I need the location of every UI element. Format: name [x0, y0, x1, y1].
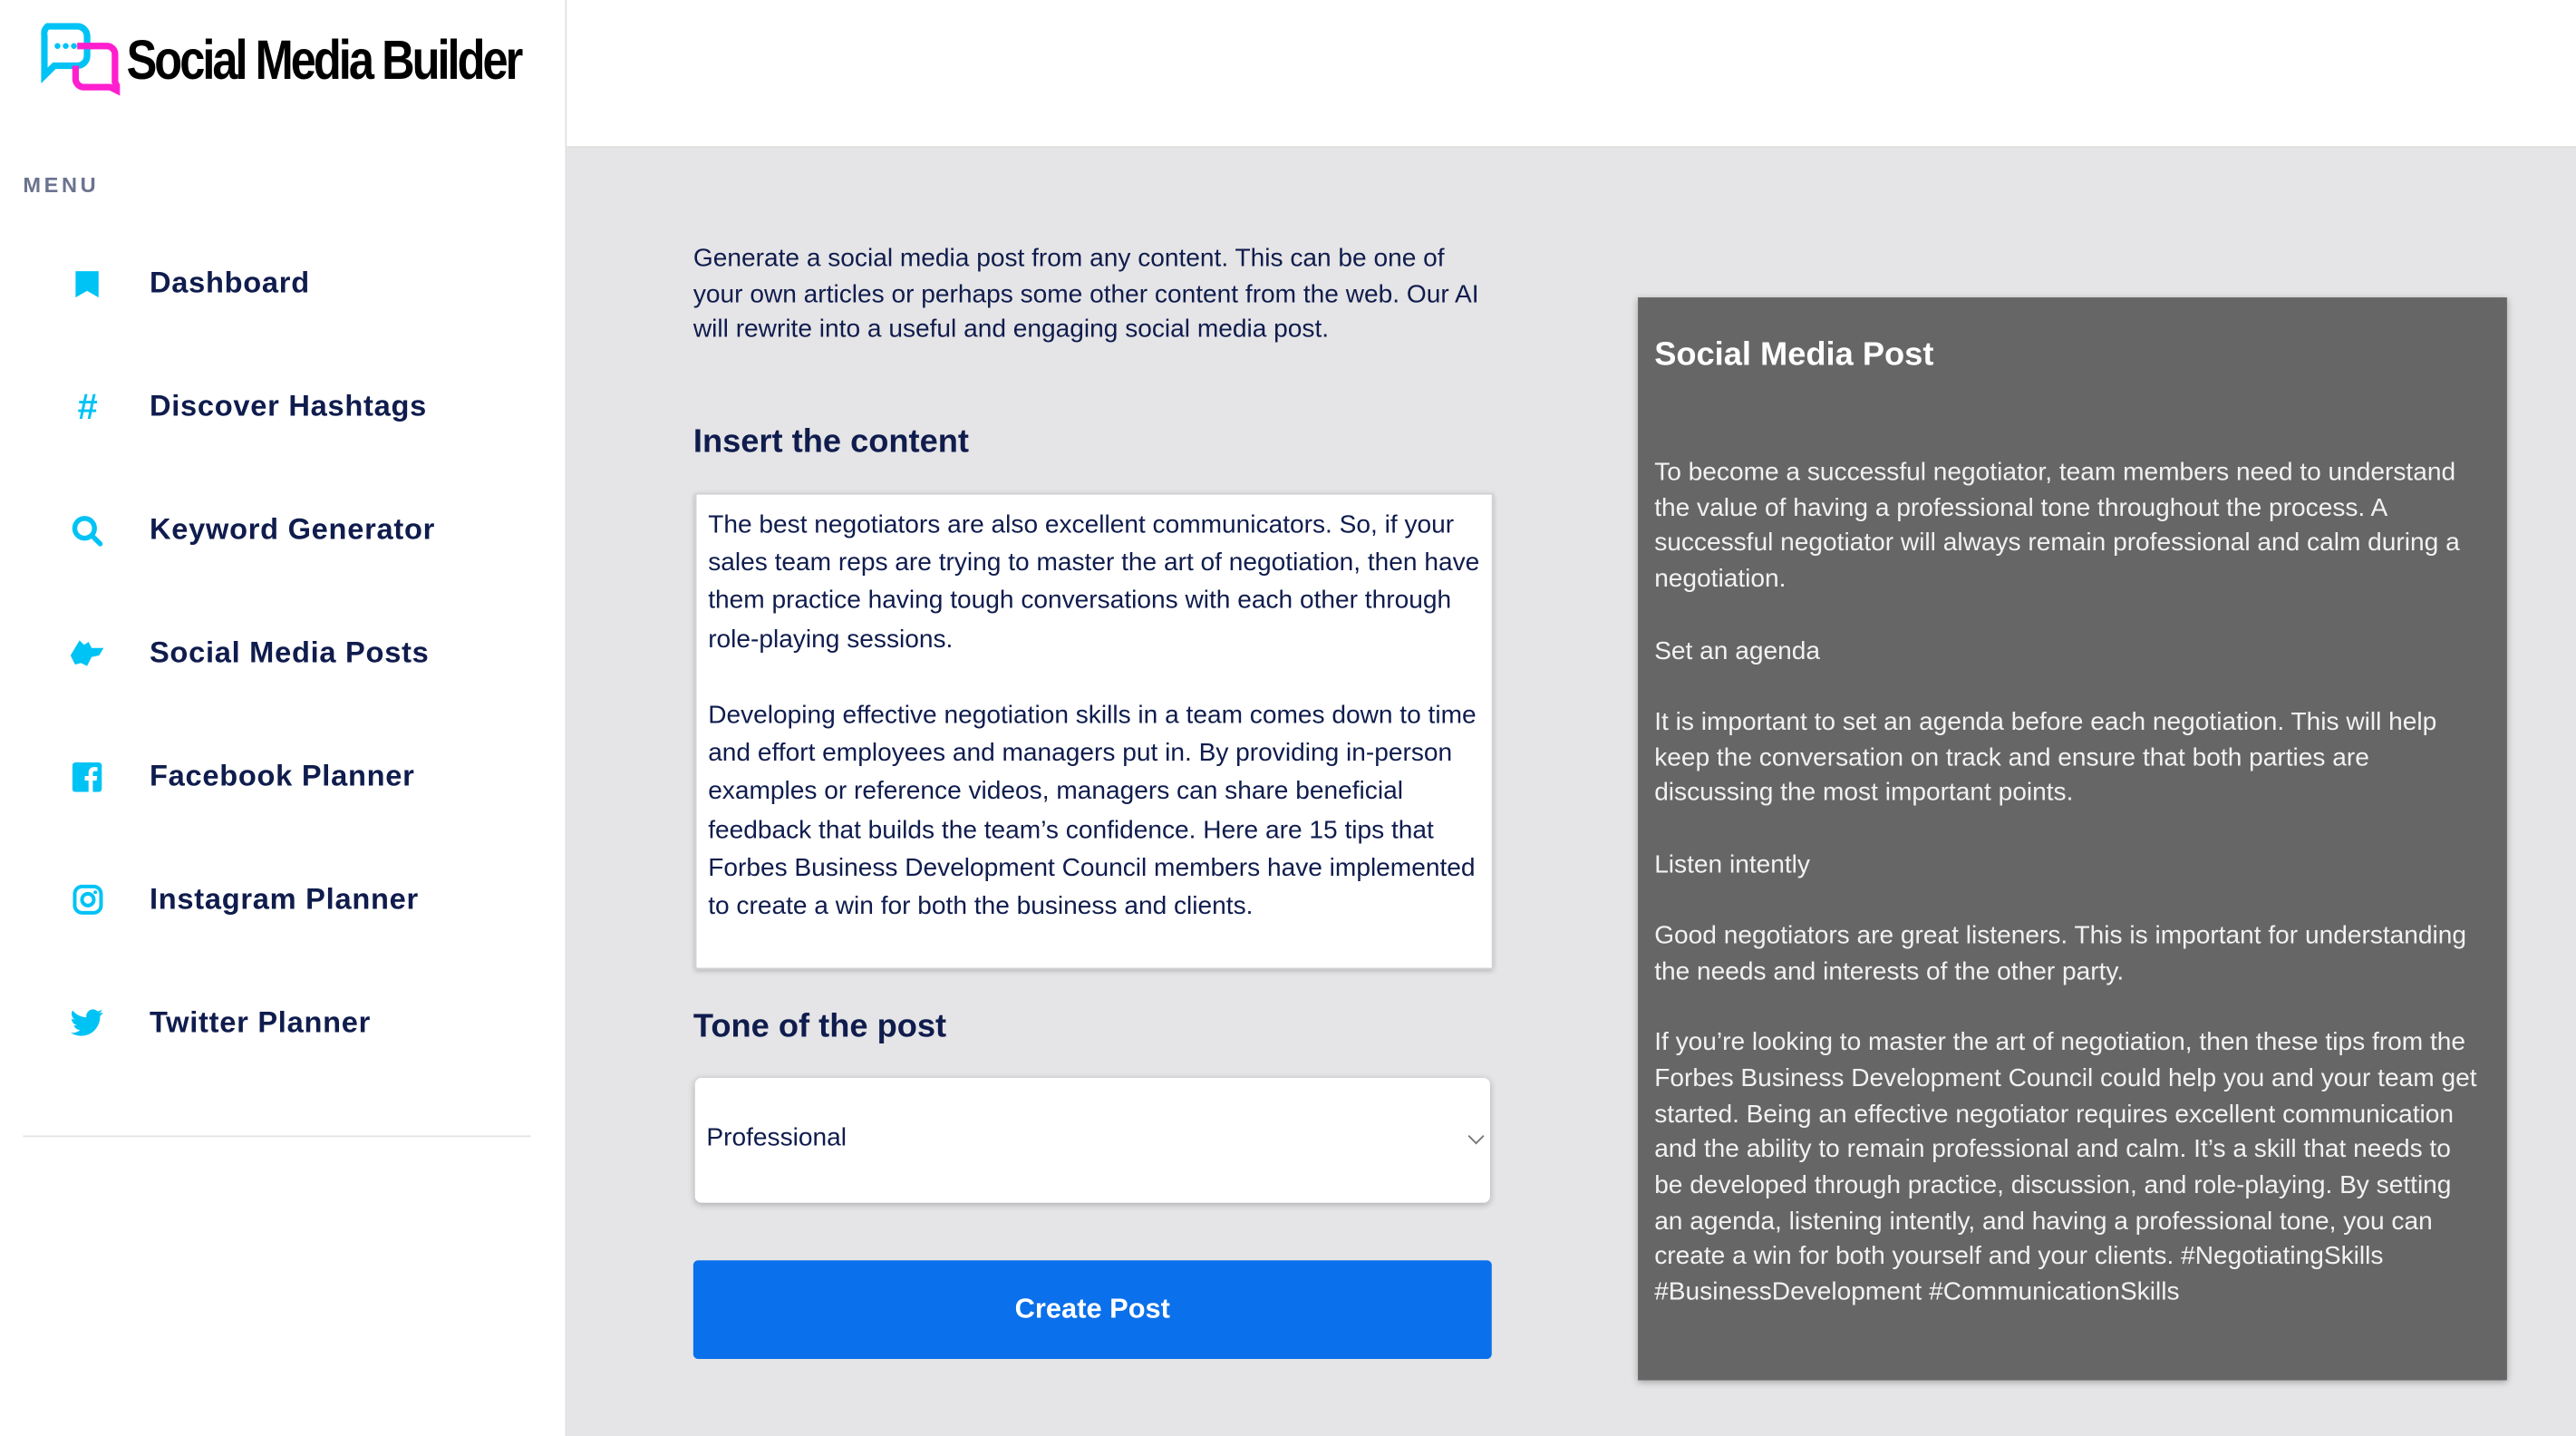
generated-post — [1654, 455, 2484, 1346]
logo[interactable] — [41, 23, 606, 98]
twitter-icon — [69, 1004, 105, 1041]
hashtag-icon: # — [76, 385, 98, 427]
sidebar-item-label: Discover Hashtags — [149, 389, 428, 422]
sidebar — [0, 0, 567, 1436]
sidebar-item-dashboard[interactable] — [0, 222, 566, 345]
sidebar-item-label: Twitter Planner — [149, 1005, 372, 1039]
content-textarea[interactable]: The best negotiators are also excellent communicators. So, if your sales team reps are trying to master the art of negotiation, then have them practice having tough conversations with each other through role-playing sessions. Developing effective negotiation skills in a team comes down to time and effort employees and managers put in. By providing in-person examples or reference videos, managers can share beneficial feedback that builds the team’s confidence. Here are 15 tips that Forbes Business Development Council members have implemented to create a win for both the business and clients. — [695, 493, 1494, 970]
chevron-down-icon — [1468, 1128, 1485, 1144]
tone-heading: Tone of the post — [692, 1008, 947, 1045]
panel-title: Social Media Post — [1654, 336, 1934, 374]
intro-text: Generate a social media post from any content. This can be one of your own articles or perhaps some other content from the web. Our AI will rewrite into a useful and engaging social media post. — [692, 245, 1479, 344]
sidebar-item-label: Dashboard — [149, 266, 310, 299]
content-heading: Insert the content — [692, 423, 970, 461]
post-paragraph: Listen intently — [1654, 850, 1810, 879]
instagram-icon — [69, 881, 105, 917]
tone-select-value: Professional — [706, 1123, 847, 1152]
create-post-button[interactable]: Create Post — [693, 1260, 1492, 1359]
sidebar-item-label: Facebook Planner — [149, 759, 415, 792]
sidebar-item-discover-hashtags[interactable] — [0, 345, 566, 469]
post-paragraph: Set an agenda — [1654, 636, 1820, 665]
menu-label: MENU — [23, 172, 100, 198]
post-paragraph: It is important to set an agenda before each negotiation. This will help keep the conversation on track and ensure that both parties are discussing the most important points. — [1654, 707, 2437, 808]
sidebar-item-keyword-generator[interactable] — [0, 469, 566, 592]
sidebar-item-social-media-posts[interactable] — [0, 592, 566, 715]
sidebar-item-label: Instagram Planner — [149, 882, 419, 916]
logo-text: Social Media Builder — [126, 28, 521, 92]
sidebar-item-twitter-planner[interactable] — [0, 961, 566, 1084]
search-icon — [69, 512, 105, 548]
bookmark-icon — [69, 266, 105, 302]
facebook-icon — [69, 758, 105, 794]
post-paragraph: If you’re looking to master the art of negotiation, then these tips from the Forbes Business Development Council could help you and your team get started. Being an effective negotiator requires excellent communication and the ability to remain professional and calm. It’s a skill that needs to be developed through practice, discussion, and role-playing. By setting an agenda, listening intently, and having a professional tone, you can create a win for both yourself and your clients. #NegotiatingSkills #BusinessDevelopment #CommunicationSkills — [1654, 1028, 2477, 1307]
post-paragraph: Good negotiators are great listeners. This is important for understanding the needs and interests of the other party. — [1654, 921, 2467, 986]
social-media-post-panel — [1638, 297, 2507, 1380]
tone-select[interactable] — [695, 1078, 1490, 1203]
sign-language-icon — [69, 636, 105, 672]
sidebar-item-label: Keyword Generator — [149, 512, 436, 546]
sidebar-item-label: Social Media Posts — [149, 636, 430, 669]
sidebar-nav — [0, 222, 566, 1085]
sidebar-item-facebook-planner[interactable] — [0, 714, 566, 838]
sidebar-item-instagram-planner[interactable] — [0, 838, 566, 961]
top-bar — [567, 0, 2576, 148]
chat-bubbles-icon — [41, 23, 120, 98]
sidebar-divider — [23, 1135, 530, 1137]
post-paragraph: To become a successful negotiator, team members need to understand the value of having a professional tone throughout the process. A successful negotiator will always remain professional and calm during a negotiation. — [1654, 458, 2460, 594]
